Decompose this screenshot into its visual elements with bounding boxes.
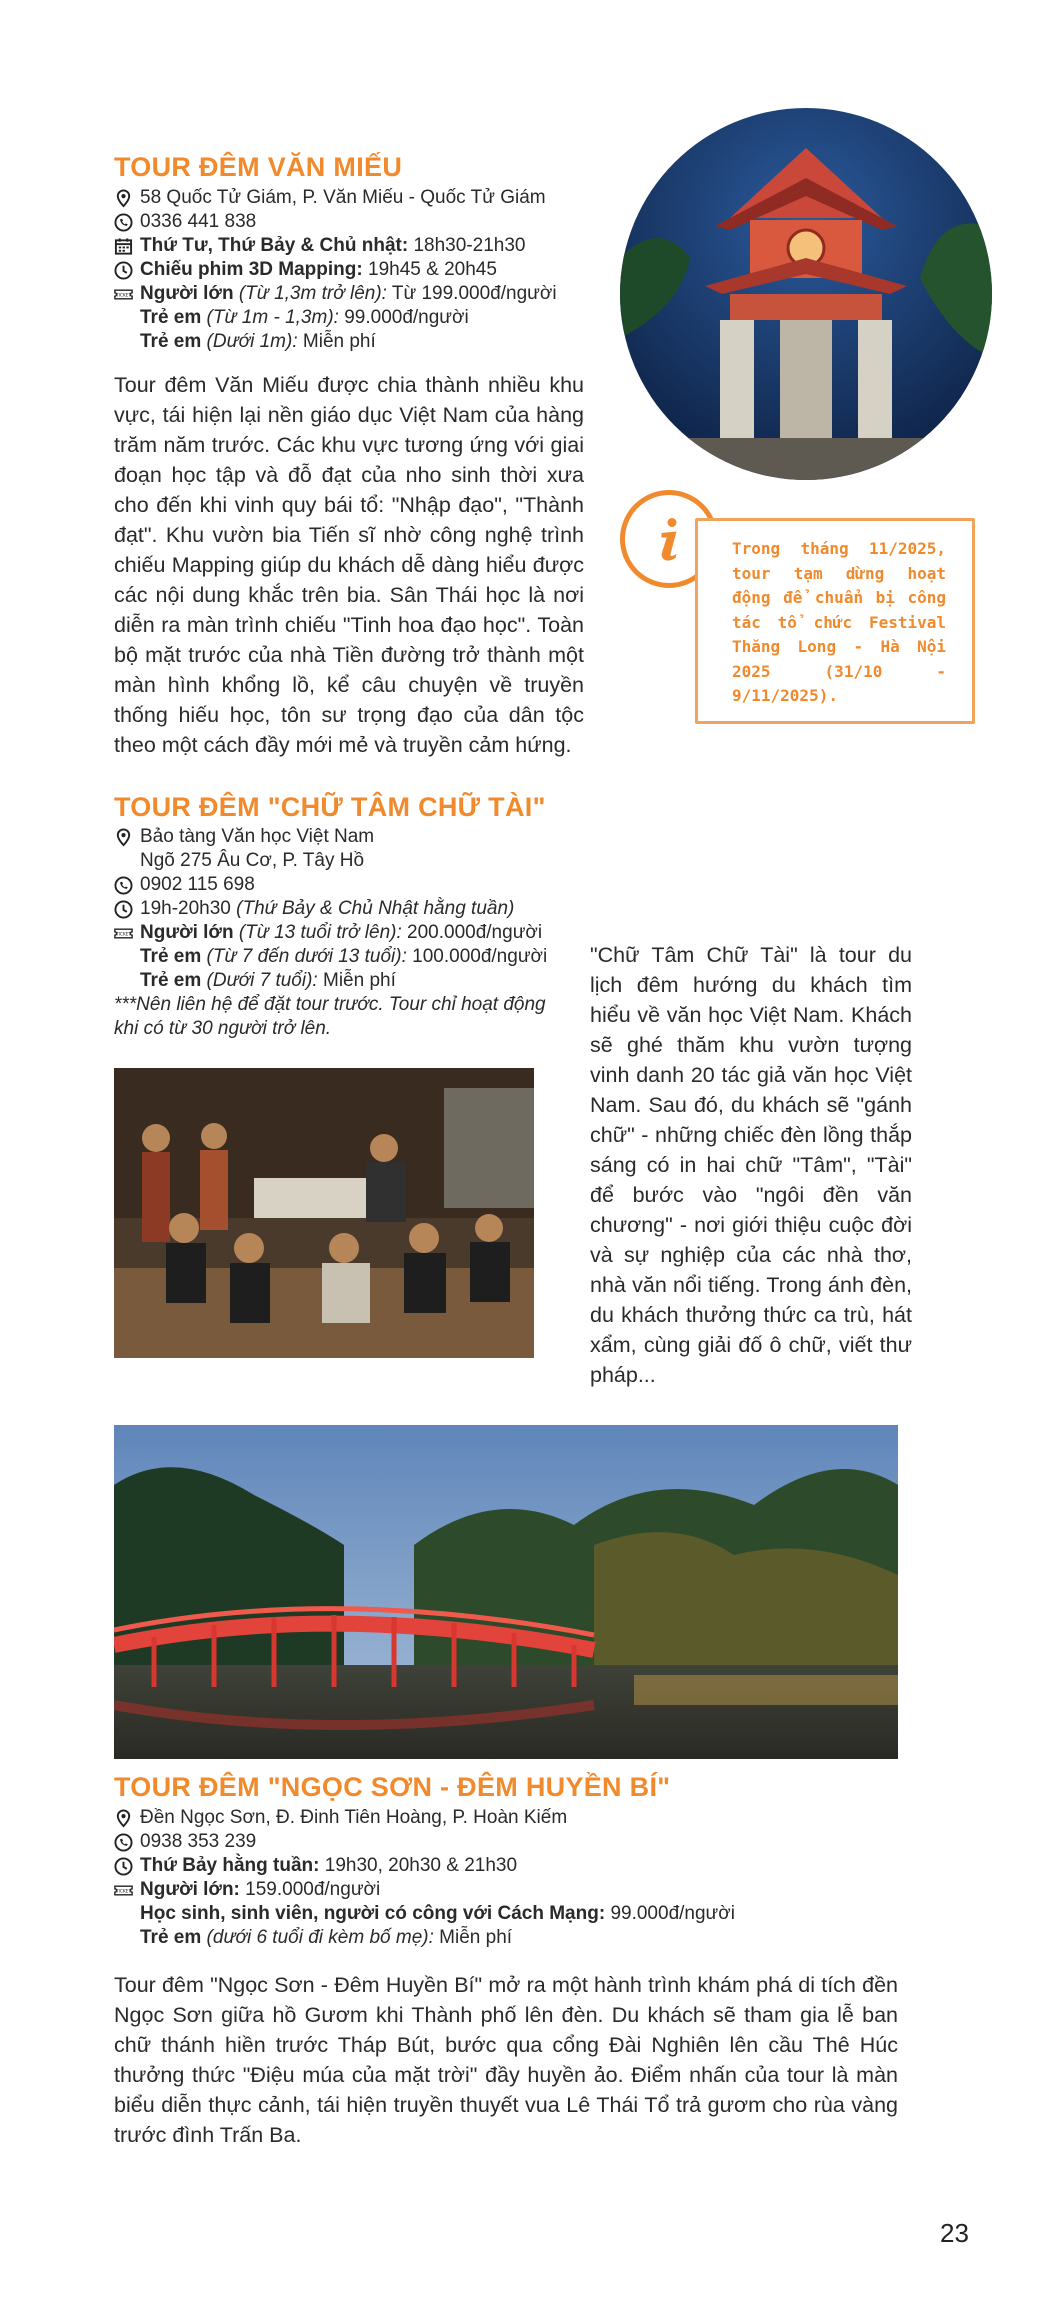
- section1-info: [114, 186, 614, 354]
- phone-icon: [114, 210, 140, 234]
- adult-price-row: TICKET Người lớn (Từ 13 tuổi trở lên): 200.000đ/người: [115, 922, 543, 943]
- student-price-row: Học sinh, sinh viên, người có công với Cách Mạng: 99.000đ/người: [140, 1903, 735, 1924]
- clock-icon: [114, 258, 140, 282]
- section2-title: TOUR ĐÊM "CHỮ TÂM CHỮ TÀI": [114, 792, 546, 822]
- section3-title: TOUR ĐÊM "NGỌC SƠN - ĐÊM HUYỀN BÍ": [114, 1772, 671, 1802]
- address-row: 58 Quốc Tử Giám, P. Văn Miếu - Quốc Tử Giám: [114, 186, 614, 210]
- section2-info: [114, 825, 564, 1041]
- adult-price-row: TICKET Người lớn (Từ 1,3m trở lên): Từ 199.000đ/người: [115, 283, 557, 304]
- location-icon: [114, 1806, 140, 1830]
- location-icon: [114, 825, 140, 849]
- section3-description: Tour đêm "Ngọc Sơn - Đêm Huyền Bí" mở ra một hành trình khám phá di tích đền Ngọc Sơn giữa hồ Gươm khi Thành phố lên đèn. Du khách sẽ tham gia lễ ban chữ thánh hiền trước Tháp Bút, bước qua cổng Đài Nghiên lên cầu Thê Húc thưởng thức "Điệu múa của mặt trời" đầy huyền ảo. Điểm nhấn của tour là màn biểu diễn thực cảnh, tái hiện truyền thuyết vua Lê Thái Tổ trả gươm cho rùa vàng trước đình Trấn Ba.: [114, 1973, 898, 2147]
- phone-row: 0336 441 838: [114, 210, 614, 234]
- clock-icon: [114, 897, 140, 921]
- section3-info: [114, 1806, 898, 1950]
- clock-icon: [114, 1854, 140, 1878]
- phone-icon: [114, 1830, 140, 1854]
- schedule-row: Thứ Bảy hằng tuần: 19h30, 20h30 & 21h30: [114, 1854, 898, 1878]
- infant-price-row: Trẻ em (Dưới 7 tuổi): Miễn phí: [140, 970, 396, 991]
- ticket-icon: [114, 282, 140, 306]
- schedule-row: Thứ Tư, Thứ Bảy & Chủ nhật: 18h30-21h30: [114, 234, 614, 258]
- ticket-icon: [114, 921, 140, 945]
- phone-icon: [114, 873, 140, 897]
- the-huc-bridge-photo: [114, 1425, 898, 1759]
- page-number: 23: [940, 2218, 969, 2248]
- time-row: 19h-20h30 (Thứ Bảy & Chủ Nhật hằng tuần): [114, 897, 564, 921]
- calendar-icon: [114, 234, 140, 258]
- child-price-row: Trẻ em (Từ 1m - 1,3m): 99.000đ/người: [140, 307, 469, 328]
- section2-description: "Chữ Tâm Chữ Tài" là tour du lịch đêm hướng du khách tìm hiểu về văn học Việt Nam. Khách sẽ ghé thăm khu vườn tượng vinh danh 20 tác giả văn học Việt Nam. Sau đó, du khách sẽ "gánh chữ" - những chiếc đèn lồng thắp sáng có in hai chữ "Tâm", "Tài" để bước vào "ngôi đền văn chương" - nơi giới thiệu cuộc đời và sự nghiệp của các nhà thơ, nhà văn nổi tiếng. Trong ánh đèn, du khách thưởng thức ca trù, hát xẩm, cùng giải đố ô chữ, viết thư pháp...: [590, 943, 912, 1387]
- museum-photo: [114, 1068, 534, 1358]
- infant-price-row: Trẻ em (Dưới 1m): Miễn phí: [140, 331, 376, 352]
- address-line2: Ngõ 275 Âu Cơ, P. Tây Hồ: [140, 850, 365, 871]
- booking-note: ***Nên liên hệ để đặt tour trước. Tour chỉ hoạt động khi có từ 30 người trở lên.: [114, 994, 546, 1039]
- section1-description: Tour đêm Văn Miếu được chia thành nhiều khu vực, tái hiện lại nền giáo dục Việt Nam của hàng trăm năm trước. Các khu vực tương ứng với giai đoạn học tập và đỗ đạt của nho sinh thời xưa cho đến khi vinh quy bái tổ: "Nhập đạo", "Thành đạt". Khu vườn bia Tiến sĩ nhờ công nghệ trình chiếu Mapping giúp du khách dễ dàng hiểu được các nội dung khắc trên bia. Sân Thái học là nơi diễn ra màn trình chiếu "Tinh hoa đạo học". Toàn bộ mặt trước của nhà Tiền đường trở thành một màn hình khổng lồ, kể câu chuyện về truyền thống hiếu học, tôn sư trọng đạo của dân tộc theo một cách đầy mới mẻ và truyền cảm hứng.: [114, 373, 584, 757]
- phone-row: 0902 115 698: [114, 873, 564, 897]
- adult-price-row: TICKET Người lớn: 159.000đ/người: [115, 1879, 381, 1900]
- section1-title: TOUR ĐÊM VĂN MIẾU: [114, 152, 403, 182]
- svg-text:TICKET: TICKET: [115, 293, 132, 299]
- svg-text:TICKET: TICKET: [115, 932, 132, 938]
- closure-note: Trong tháng 11/2025, tour tạm dừng hoạt động để chuẩn bị công tác tổ chức Festival Thăng Long - Hà Nội 2025 (31/10 - 9/11/2025).: [695, 518, 975, 724]
- address-row: Đền Ngọc Sơn, Đ. Đinh Tiên Hoàng, P. Hoàn Kiếm: [114, 1806, 898, 1830]
- phone-row: 0938 353 239: [114, 1830, 898, 1854]
- mapping-row: Chiếu phim 3D Mapping: 19h45 & 20h45: [114, 258, 614, 282]
- child-price-row: Trẻ em (dưới 6 tuổi đi kèm bố mẹ): Miễn phí: [140, 1927, 513, 1948]
- location-icon: [114, 186, 140, 210]
- temple-photo: [620, 108, 992, 480]
- svg-text:TICKET: TICKET: [115, 1889, 132, 1895]
- ticket-icon: [114, 1878, 140, 1902]
- child-price-row: Trẻ em (Từ 7 đến dưới 13 tuổi): 100.000đ/người: [140, 946, 548, 967]
- address-row: Bảo tàng Văn học Việt Nam: [114, 825, 564, 849]
